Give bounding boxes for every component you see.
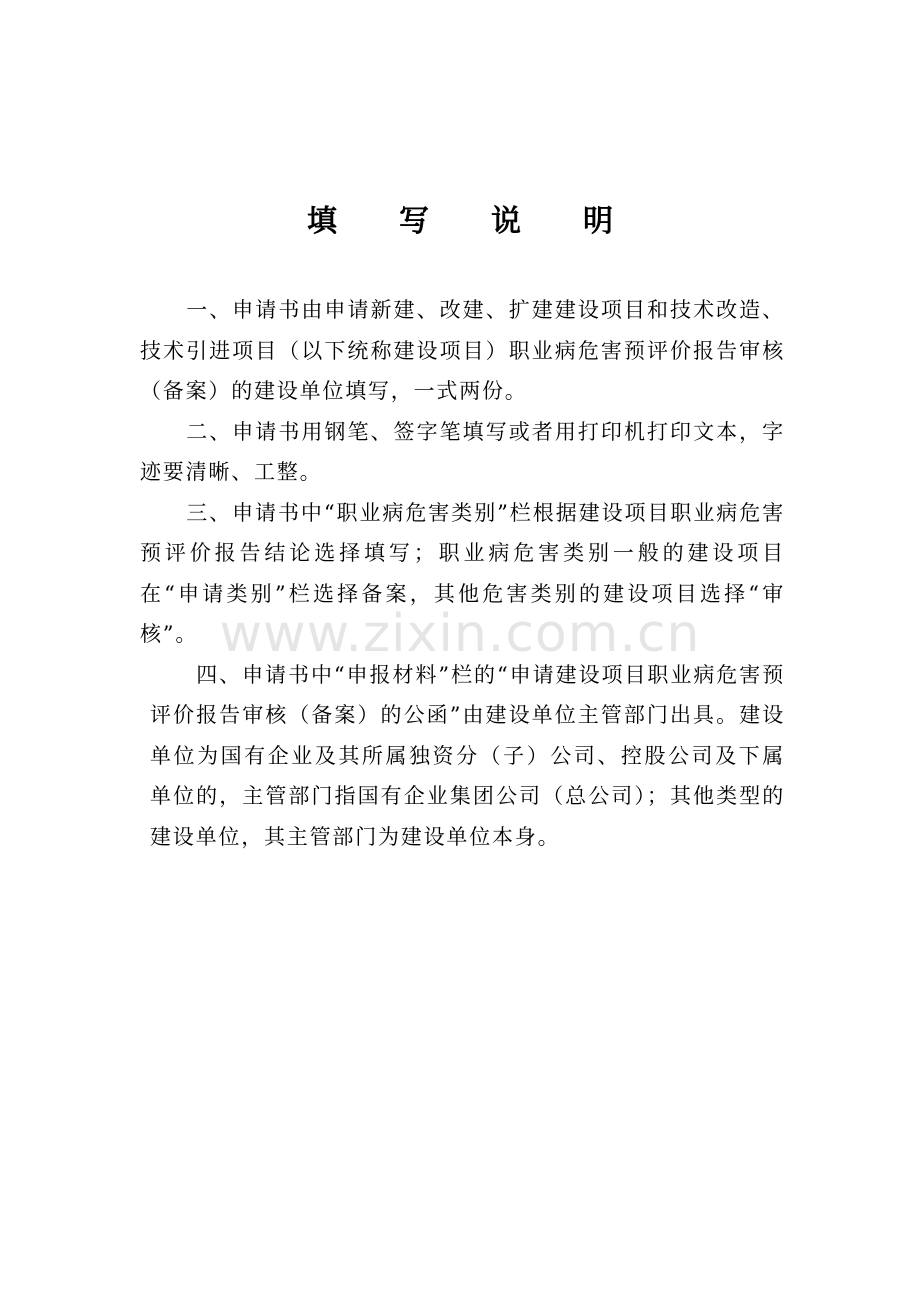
instruction-paragraph-2: 二、申请书用钢笔、签字笔填写或者用打印机打印文本，字迹要清晰、工整。 bbox=[140, 419, 785, 484]
instruction-paragraph-3: 三、申请书中“职业病危害类别”栏根据建设项目职业病危害预评价报告结论选择填写；职业病危害类别一般的建设项目在“申请类别”栏选择备案，其他危害类别的建设项目选择“审核”。 bbox=[140, 500, 785, 646]
instructions-body bbox=[140, 290, 785, 857]
watermark: www.zixin.com.cn bbox=[219, 604, 701, 664]
instruction-paragraph-4: 四、申请书中“申报材料”栏的“申请建设项目职业病危害预评价报告审核（备案）的公函”由建设单位主管部门出具。建设单位为国有企业及其所属独资分（子）公司、控股公司及下属单位的，主管部门指国有企业集团公司（总公司）；其他类型的建设单位，其主管部门为建设单位本身。 bbox=[150, 662, 785, 849]
page-title: 填写说明 bbox=[307, 204, 675, 239]
instruction-paragraph-1: 一、申请书由申请新建、改建、扩建建设项目和技术改造、技术引进项目（以下统称建设项目）职业病危害预评价报告审核（备案）的建设单位填写，一式两份。 bbox=[140, 298, 785, 403]
